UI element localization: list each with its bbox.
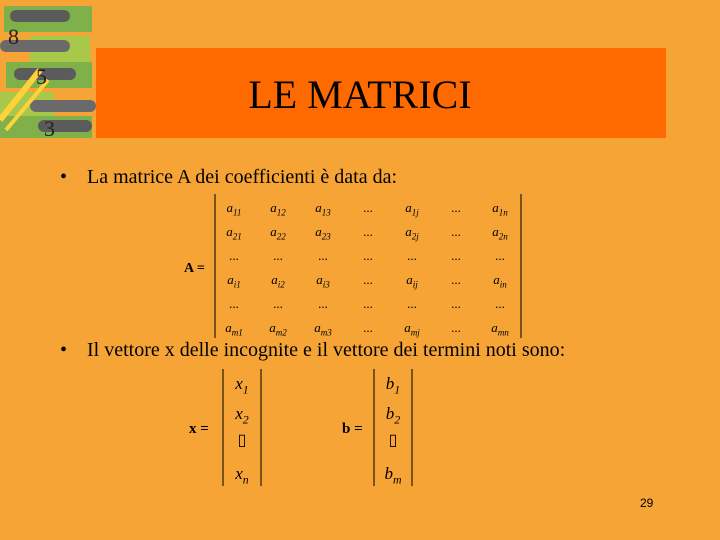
vector-x-entry: $x_2$ xyxy=(235,404,249,427)
matrix-cell: $a_{2n}$ xyxy=(492,224,508,242)
matrix-cell: $a_{11}$ xyxy=(226,200,242,218)
bullet-text: Il vettore x delle incognite e il vettore dei termini noti sono: xyxy=(87,339,566,361)
page-number: 29 xyxy=(640,496,654,510)
matrix-cell: $a_{ij}$ xyxy=(406,272,418,290)
matrix-cell: ... xyxy=(273,296,283,311)
matrix-cell: ... xyxy=(363,200,373,215)
vector-x-entry: $x_n$ xyxy=(235,464,249,487)
matrix-cell: ... xyxy=(451,200,461,215)
svg-text:5: 5 xyxy=(36,64,47,89)
slide-title: LE MATRICI xyxy=(248,72,472,117)
matrix-cell: ... xyxy=(229,248,239,263)
matrix-cell: ... xyxy=(451,248,461,263)
bullet-text: La matrice A dei coefficienti è data da: xyxy=(87,166,398,188)
bullet-matrix-a xyxy=(60,165,560,191)
matrix-cell: $a_{21}$ xyxy=(226,224,242,242)
vector-b-entry: $b_m$ xyxy=(384,464,402,487)
matrix-cell: ... xyxy=(495,248,505,263)
vector-b-entry: ▯ xyxy=(388,432,398,449)
matrix-cell: $a_{22}$ xyxy=(270,224,286,242)
matrix-cell: $a_{i1}$ xyxy=(227,272,241,290)
matrix-cell: ... xyxy=(363,224,373,239)
matrix-cell: $a_{i3}$ xyxy=(316,272,330,290)
matrix-cell: ... xyxy=(451,272,461,287)
matrix-cell: $a_{m2}$ xyxy=(269,320,287,338)
vector-b-label: b = xyxy=(342,421,363,437)
matrix-cell: $a_{i2}$ xyxy=(271,272,285,290)
matrix-cell: $a_{23}$ xyxy=(315,224,331,242)
matrix-cell: ... xyxy=(495,296,505,311)
matrix-cell: ... xyxy=(363,296,373,311)
matrix-cell: ... xyxy=(451,224,461,239)
matrix-cell: $a_{mj}$ xyxy=(404,320,420,338)
matrix-cell: ... xyxy=(451,296,461,311)
matrix-cell: $a_{mn}$ xyxy=(491,320,509,338)
matrix-cell: ... xyxy=(363,320,373,335)
matrix-label: A = xyxy=(184,261,205,276)
matrix-cell: ... xyxy=(451,320,461,335)
matrix-cell: ... xyxy=(273,248,283,263)
bullet-marker: • xyxy=(60,339,68,361)
matrix-cell: $a_{m1}$ xyxy=(225,320,243,338)
vector-b-entry: $b_1$ xyxy=(385,374,401,397)
matrix-a xyxy=(182,190,527,340)
matrix-cell: $a_{2j}$ xyxy=(405,224,419,242)
matrix-cell: $a_{1n}$ xyxy=(492,200,508,218)
matrix-cell: ... xyxy=(407,248,417,263)
matrix-cell: ... xyxy=(363,272,373,287)
matrix-cell: ... xyxy=(407,296,417,311)
bullet-marker: • xyxy=(60,166,68,188)
logo-graphic xyxy=(0,0,96,140)
vector-x-entry: $x_1$ xyxy=(235,374,249,397)
matrix-cell: ... xyxy=(318,296,328,311)
vector-x xyxy=(185,365,275,495)
svg-text:3: 3 xyxy=(44,116,55,140)
matrix-cell: $a_{13}$ xyxy=(315,200,331,218)
matrix-cell: $a_{m3}$ xyxy=(314,320,332,338)
matrix-cell: $a_{in}$ xyxy=(493,272,507,290)
vector-b xyxy=(340,365,420,495)
matrix-cell: $a_{1j}$ xyxy=(405,200,419,218)
matrix-cell: ... xyxy=(363,248,373,263)
vector-x-entry: ▯ xyxy=(237,432,247,449)
matrix-cell: ... xyxy=(229,296,239,311)
vector-b-entry: $b_2$ xyxy=(385,404,401,427)
matrix-cell: ... xyxy=(318,248,328,263)
matrix-cell: $a_{12}$ xyxy=(270,200,286,218)
svg-text:8: 8 xyxy=(8,24,19,49)
vector-x-label: x = xyxy=(189,421,209,437)
